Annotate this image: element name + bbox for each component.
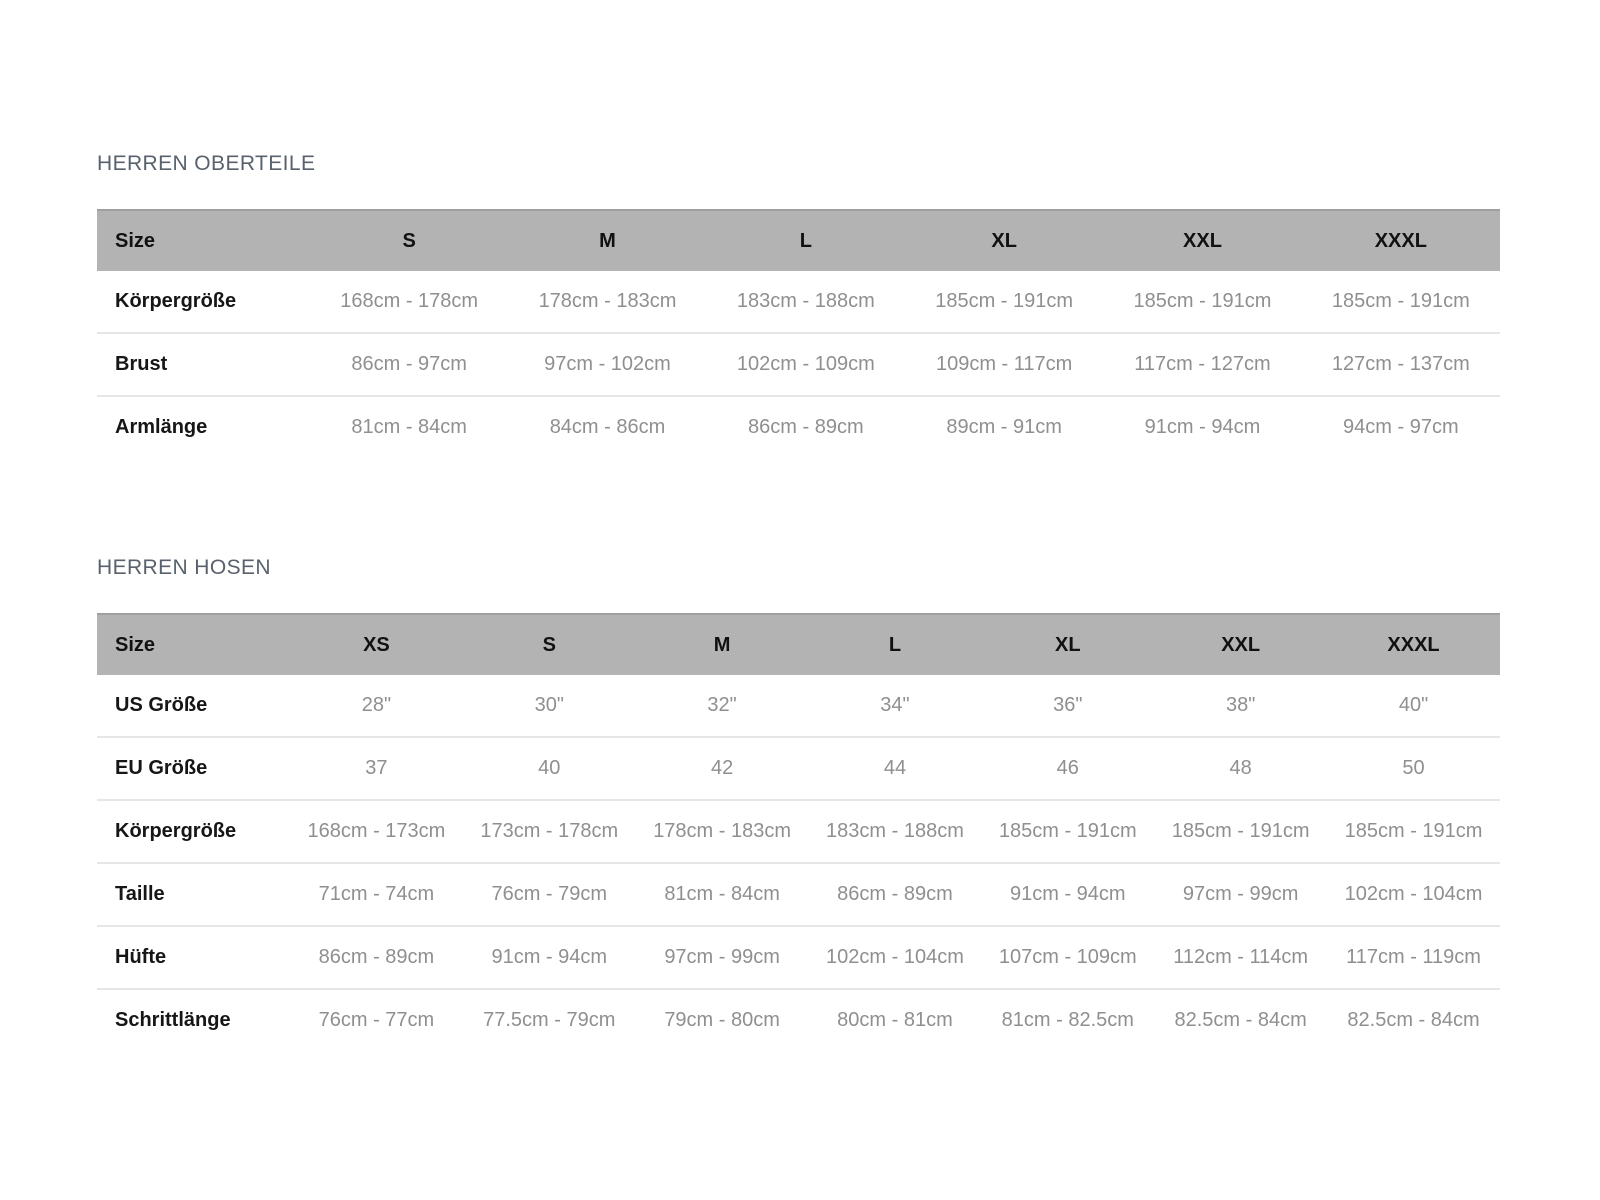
size-cell: 168cm - 178cm [340, 290, 479, 312]
size-cell: 109cm - 117cm [905, 333, 1103, 396]
size-cell: 80cm - 81cm [809, 989, 982, 1051]
column-header-s: S [463, 614, 636, 675]
column-header-m: M [636, 614, 809, 675]
column-header-xl: XL [981, 614, 1154, 675]
size-cell: 76cm - 77cm [290, 989, 463, 1051]
size-cell: 71cm - 74cm [290, 863, 463, 926]
size-cell: 38" [1225, 694, 1256, 716]
size-cell: 42 [636, 737, 809, 800]
size-cell: 112cm - 114cm [1154, 926, 1327, 989]
size-cell: 81cm - 84cm [310, 396, 508, 458]
size-cell: 185cm - 191cm [1154, 800, 1327, 863]
column-header-xxl: XXL [1103, 210, 1301, 271]
size-cell: 77.5cm - 79cm [463, 989, 636, 1051]
size-cell: 185cm - 191cm [935, 290, 1074, 312]
size-cell: 91cm - 94cm [1103, 396, 1301, 458]
size-cell: 86cm - 89cm [290, 926, 463, 989]
size-cell: 81cm - 84cm [636, 863, 809, 926]
size-cell: 183cm - 188cm [809, 800, 982, 863]
row-label: Körpergröße [115, 290, 237, 312]
size-cell: 91cm - 94cm [981, 863, 1154, 926]
table-row [97, 333, 1500, 396]
size-cell: 185cm - 191cm [981, 800, 1154, 863]
size-cell: 94cm - 97cm [1302, 396, 1500, 458]
size-cell: 97cm - 102cm [508, 333, 706, 396]
size-cell: 86cm - 89cm [809, 863, 982, 926]
size-cell: 168cm - 173cm [290, 800, 463, 863]
table-row [97, 737, 1500, 800]
table-header-row [97, 614, 1500, 675]
size-cell: 30" [534, 694, 564, 716]
size-cell: 127cm - 137cm [1302, 333, 1500, 396]
row-label: US Größe [115, 694, 208, 716]
column-header-l: L [707, 210, 905, 271]
table-row [97, 863, 1500, 926]
size-cell: 102cm - 109cm [707, 333, 905, 396]
size-cell: 91cm - 94cm [463, 926, 636, 989]
size-cell: 86cm - 97cm [310, 333, 508, 396]
column-header-m: M [508, 210, 706, 271]
column-header-l: L [809, 614, 982, 675]
table-row [97, 926, 1500, 989]
size-cell: 36" [1053, 694, 1083, 716]
row-label: Armlänge [97, 396, 310, 458]
size-cell: 84cm - 86cm [508, 396, 706, 458]
size-cell: 28" [361, 694, 392, 716]
table-row [97, 989, 1500, 1051]
row-label: Schrittlänge [97, 989, 290, 1051]
size-cell: 81cm - 82.5cm [981, 989, 1154, 1051]
section-title-herren-hosen: HERREN HOSEN [97, 556, 271, 579]
column-header-size: Size [97, 614, 290, 675]
row-label: EU Größe [97, 737, 290, 800]
size-cell: 178cm - 183cm [538, 290, 677, 312]
column-header-xxl: XXL [1154, 614, 1327, 675]
size-cell: 173cm - 178cm [463, 800, 636, 863]
size-cell: 117cm - 127cm [1103, 333, 1301, 396]
size-cell: 178cm - 183cm [636, 800, 809, 863]
size-cell: 82.5cm - 84cm [1154, 989, 1327, 1051]
table-row [97, 396, 1500, 458]
size-cell: 89cm - 91cm [905, 396, 1103, 458]
size-cell: 40 [463, 737, 636, 800]
size-cell: 97cm - 99cm [636, 926, 809, 989]
column-header-xl: XL [905, 210, 1103, 271]
size-cell: 185cm - 191cm [1133, 290, 1272, 312]
size-cell: 76cm - 79cm [463, 863, 636, 926]
column-header-size: Size [97, 210, 310, 271]
row-label: Körpergröße [97, 800, 290, 863]
row-label: Hüfte [97, 926, 290, 989]
column-header-xxxl: XXXL [1327, 614, 1500, 675]
size-cell: 86cm - 89cm [707, 396, 905, 458]
size-cell: 102cm - 104cm [1327, 863, 1500, 926]
table-header-row [97, 210, 1500, 271]
table-row [97, 271, 1500, 333]
size-cell: 37 [290, 737, 463, 800]
size-cell: 82.5cm - 84cm [1327, 989, 1500, 1051]
section-title-herren-oberteile: HERREN OBERTEILE [97, 152, 316, 175]
size-chart-page [97, 0, 1500, 1051]
size-table-herren-hosen [97, 613, 1500, 1051]
size-cell: 46 [981, 737, 1154, 800]
size-cell: 183cm - 188cm [736, 290, 875, 312]
size-cell: 107cm - 109cm [981, 926, 1154, 989]
size-cell: 34" [880, 694, 910, 716]
size-cell: 48 [1154, 737, 1327, 800]
column-header-s: S [310, 210, 508, 271]
size-cell: 185cm - 191cm [1327, 800, 1500, 863]
size-cell: 102cm - 104cm [809, 926, 982, 989]
table-row [97, 675, 1500, 737]
size-cell: 32" [707, 694, 737, 716]
size-cell: 40" [1398, 694, 1429, 716]
size-table-herren-oberteile [97, 209, 1500, 458]
size-cell: 44 [809, 737, 982, 800]
size-cell: 117cm - 119cm [1327, 926, 1500, 989]
size-cell: 185cm - 191cm [1331, 290, 1470, 312]
size-cell: 79cm - 80cm [636, 989, 809, 1051]
row-label: Brust [97, 333, 310, 396]
size-cell: 50 [1327, 737, 1500, 800]
column-header-xxxl: XXXL [1302, 210, 1500, 271]
size-cell: 97cm - 99cm [1154, 863, 1327, 926]
table-row [97, 800, 1500, 863]
row-label: Taille [97, 863, 290, 926]
column-header-xs: XS [290, 614, 463, 675]
